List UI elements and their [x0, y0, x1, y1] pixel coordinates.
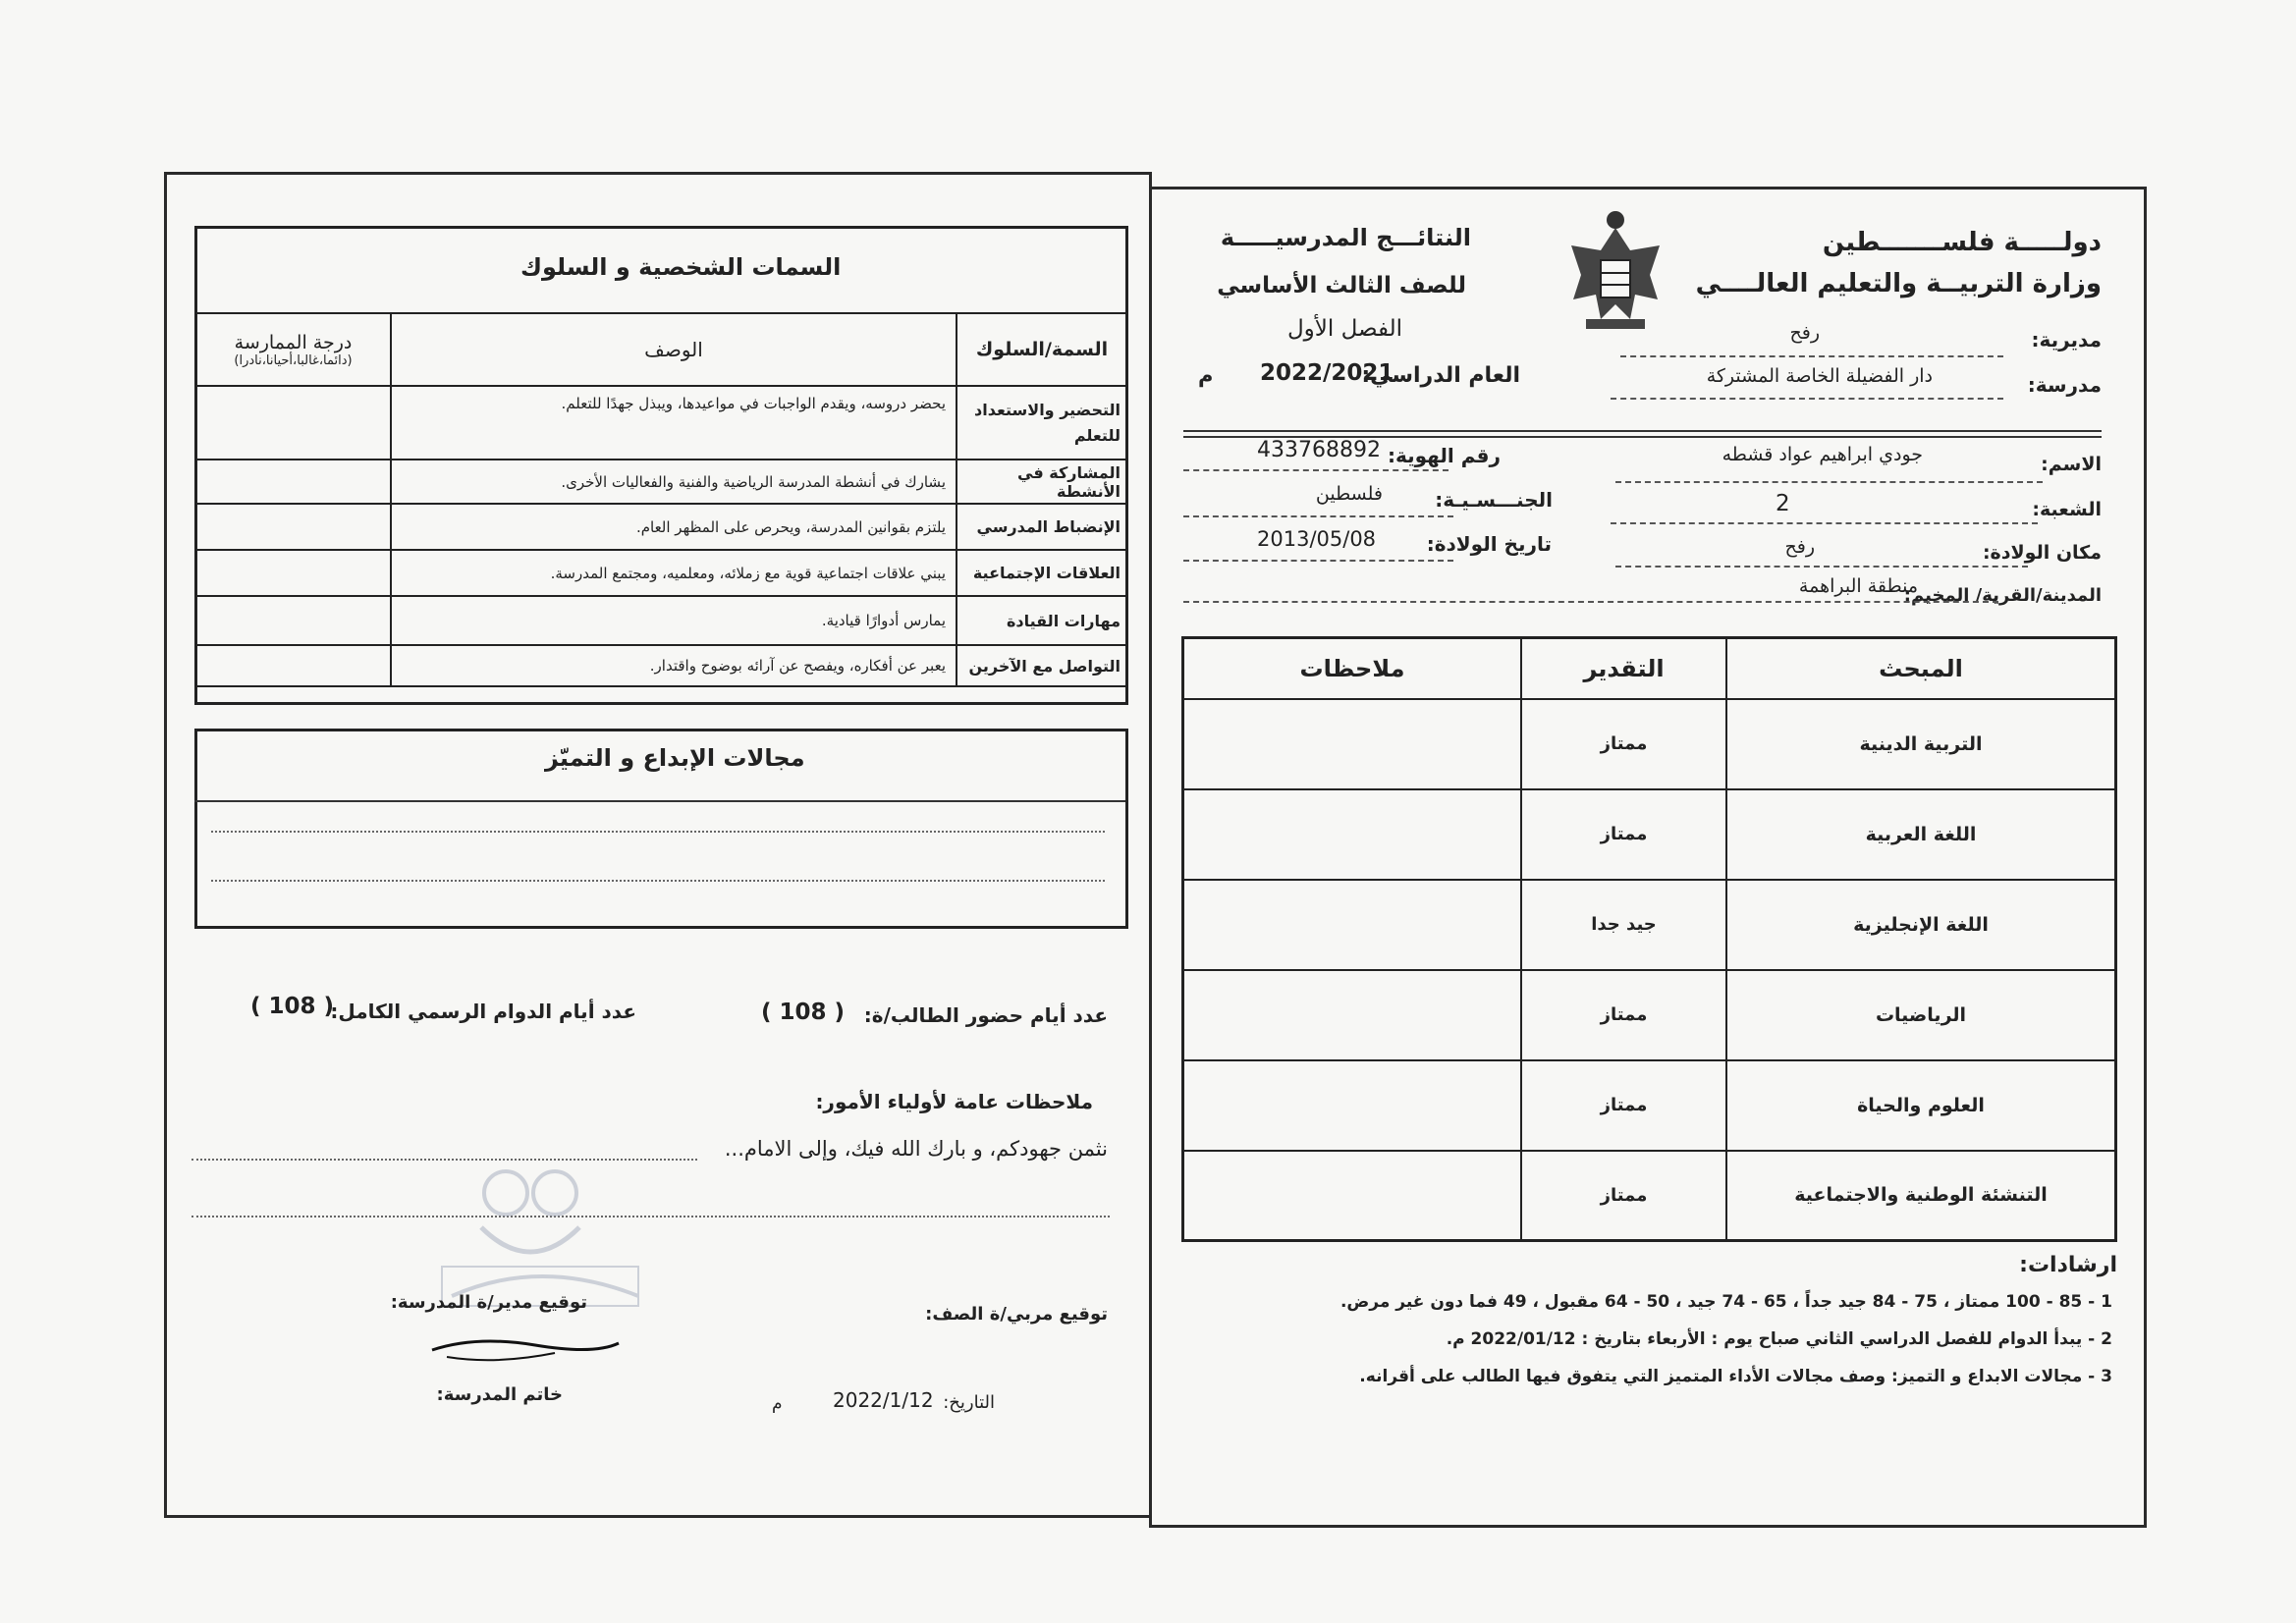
guidance-title: ارشادات: — [2019, 1253, 2117, 1277]
guidance-item-3: 3 - مجالات الابداع و التميز: وصف مجالات الأداء المتميز التي يتفوق فيها الطالب على أقرانه. — [1359, 1367, 2112, 1386]
date-label: التاريخ: — [943, 1392, 995, 1413]
behavior-row-degree — [195, 550, 391, 596]
behavior-row-trait: العلاقات الإجتماعية — [957, 550, 1127, 596]
grade-row-grade: ممتاز — [1521, 970, 1726, 1060]
student-attendance-value: ( 108 ) — [761, 1000, 846, 1025]
id-label: رقم الهوية: — [1388, 444, 1501, 467]
grade-row-grade: ممتاز — [1521, 1060, 1726, 1151]
grade-title: للصف الثالث الأساسي — [1217, 273, 1466, 298]
creativity-line-1 — [211, 831, 1105, 833]
report-title: النتائـــج المدرسيـــــة — [1220, 224, 1471, 251]
behavior-title: السمات الشخصية و السلوك — [520, 253, 842, 281]
grade-row-subject: اللغة الإنجليزية — [1726, 880, 2116, 970]
id-value: 433768892 — [1257, 438, 1381, 462]
section-value: 2 — [1776, 491, 1790, 516]
semester-title: الفصل الأول — [1286, 316, 1402, 342]
eagle-emblem-icon — [1561, 206, 1669, 334]
nationality-value: فلسطين — [1315, 483, 1383, 505]
grade-row-grade: جيد جدا — [1521, 880, 1726, 970]
country-title: دولـــــة فلســـــــطين — [1822, 228, 2102, 257]
ministry-title: وزارة التربيــة والتعليم العالــــي — [1695, 269, 2102, 298]
notes-header: ملاحظات — [1183, 638, 1522, 699]
year-label: العام الدراسي: — [1361, 363, 1520, 388]
student-attendance-label: عدد أيام حضور الطالب/ة: — [863, 1003, 1108, 1027]
behavior-row-desc: يحضر دروسه، ويقدم الواجبات في مواعيدها، ويبذل جهدًا للتعلم. — [391, 386, 957, 460]
grade-row-subject: الرياضيات — [1726, 970, 2116, 1060]
behavior-row-trait: التحضير والاستعداد للتعلم — [957, 386, 1127, 460]
date-suffix: م — [772, 1394, 783, 1414]
behavior-row-trait: التواصل مع الآخرين — [957, 645, 1127, 686]
grade-row-grade: ممتاز — [1521, 1151, 1726, 1241]
year-suffix: م — [1198, 363, 1214, 387]
section-label: الشعبة: — [2032, 499, 2102, 520]
principal-signature-label: توقيع مدير/ة المدرسة: — [390, 1292, 587, 1313]
teacher-signature-label: توقيع مربي/ة الصف: — [925, 1304, 1108, 1325]
birthdate-label: تاريخ الولادة: — [1426, 532, 1552, 556]
creativity-line-2 — [211, 880, 1105, 882]
behavior-row-degree — [195, 596, 391, 645]
description-header: الوصف — [391, 313, 957, 386]
parents-notes-text: نثمن جهودكم، و بارك الله فيك، وإلى الامام... — [724, 1137, 1108, 1161]
grade-row-note — [1183, 1151, 1522, 1241]
directorate-label: مديرية: — [2031, 328, 2102, 352]
name-label: الاسم: — [2041, 454, 2102, 475]
trait-header: السمة/السلوك — [957, 313, 1127, 386]
grade-row-note — [1183, 699, 1522, 789]
subject-header: المبحث — [1726, 638, 2116, 699]
date-value: 2022/1/12 — [833, 1388, 934, 1412]
directorate-value: رفح — [1789, 322, 1820, 344]
grade-row-grade: ممتاز — [1521, 699, 1726, 789]
stamp-label: خاتم المدرسة: — [436, 1384, 563, 1405]
official-attendance-value: ( 108 ) — [250, 994, 335, 1019]
behavior-table — [194, 312, 1128, 687]
behavior-row-trait: مهارات القيادة — [957, 596, 1127, 645]
grade-header: التقدير — [1521, 638, 1726, 699]
grade-row-subject: اللغة العربية — [1726, 789, 2116, 880]
behavior-row-degree — [195, 504, 391, 550]
degree-header — [195, 313, 391, 386]
behavior-row-desc: يشارك في أنشطة المدرسة الرياضية والفنية والفعاليات الأخرى. — [391, 460, 957, 504]
grades-table — [1181, 636, 2117, 1242]
behavior-row-trait: المشاركة في الأنشطة — [957, 460, 1127, 504]
grade-row-subject: التنشئة الوطنية والاجتماعية — [1726, 1151, 2116, 1241]
city-value: منطقة البراهمة — [1798, 575, 1918, 597]
name-value: جودي ابراهيم عواد قشطه — [1722, 444, 1923, 465]
behavior-row-degree — [195, 645, 391, 686]
grade-row-note — [1183, 880, 1522, 970]
degree-header-options: (دائما،غالبا،أحيانا،نادرا) — [234, 352, 353, 368]
behavior-row-desc: يبني علاقات اجتماعية قوية مع زملائه، ومعلميه، ومجتمع المدرسة. — [391, 550, 957, 596]
behavior-row-degree — [195, 386, 391, 460]
birthplace-value: رفح — [1784, 536, 1815, 558]
behavior-row-desc: يلتزم بقوانين المدرسة، ويحرص على المظهر العام. — [391, 504, 957, 550]
grade-row-note — [1183, 1060, 1522, 1151]
guidance-item-2: 2 - يبدأ الدوام للفصل الدراسي الثاني صباح يوم : الأربعاء بتاريخ : 2022/01/12 م. — [1446, 1329, 2112, 1349]
birthplace-label: مكان الولادة: — [1982, 542, 2102, 564]
parents-notes-label: ملاحظات عامة لأولياء الأمور: — [815, 1090, 1093, 1113]
grade-row-note — [1183, 970, 1522, 1060]
grade-row-grade: ممتاز — [1521, 789, 1726, 880]
year-value: 2022/2021 — [1260, 360, 1394, 386]
degree-header-title: درجة الممارسة — [234, 331, 353, 353]
grade-row-subject: العلوم والحياة — [1726, 1060, 2116, 1151]
nationality-label: الجنـــسـيـة: — [1435, 488, 1553, 512]
behavior-row-desc: يعبر عن أفكاره، ويفصح عن آرائه بوضوح واقتدار. — [391, 645, 957, 686]
behavior-row-trait: الإنضباط المدرسي — [957, 504, 1127, 550]
grade-row-note — [1183, 789, 1522, 880]
official-attendance-label: عدد أيام الدوام الرسمي الكامل: — [330, 1000, 636, 1023]
birthdate-value: 2013/05/08 — [1257, 527, 1377, 551]
school-line — [1611, 398, 2003, 400]
guidance-item-1: 1 - 85 - 100 ممتاز ، 75 - 84 جيد جداً ، 65 - 74 جيد ، 50 - 64 مقبول ، 49 فما دون غير مرض. — [1339, 1292, 2112, 1312]
creativity-title: مجالات الإبداع و التميّز — [545, 744, 805, 772]
directorate-line — [1620, 355, 2003, 357]
school-value: دار الفضيلة الخاصة المشتركة — [1706, 365, 1933, 387]
city-label: المدينة/القرية/ المخيم: — [1903, 585, 2102, 606]
behavior-row-degree — [195, 460, 391, 504]
header-separator — [1183, 430, 2102, 432]
behavior-row-desc: يمارس أدوارًا قيادية. — [391, 596, 957, 645]
grade-row-subject: التربية الدينية — [1726, 699, 2116, 789]
principal-signature — [427, 1316, 624, 1375]
school-label: مدرسة: — [2027, 373, 2102, 397]
